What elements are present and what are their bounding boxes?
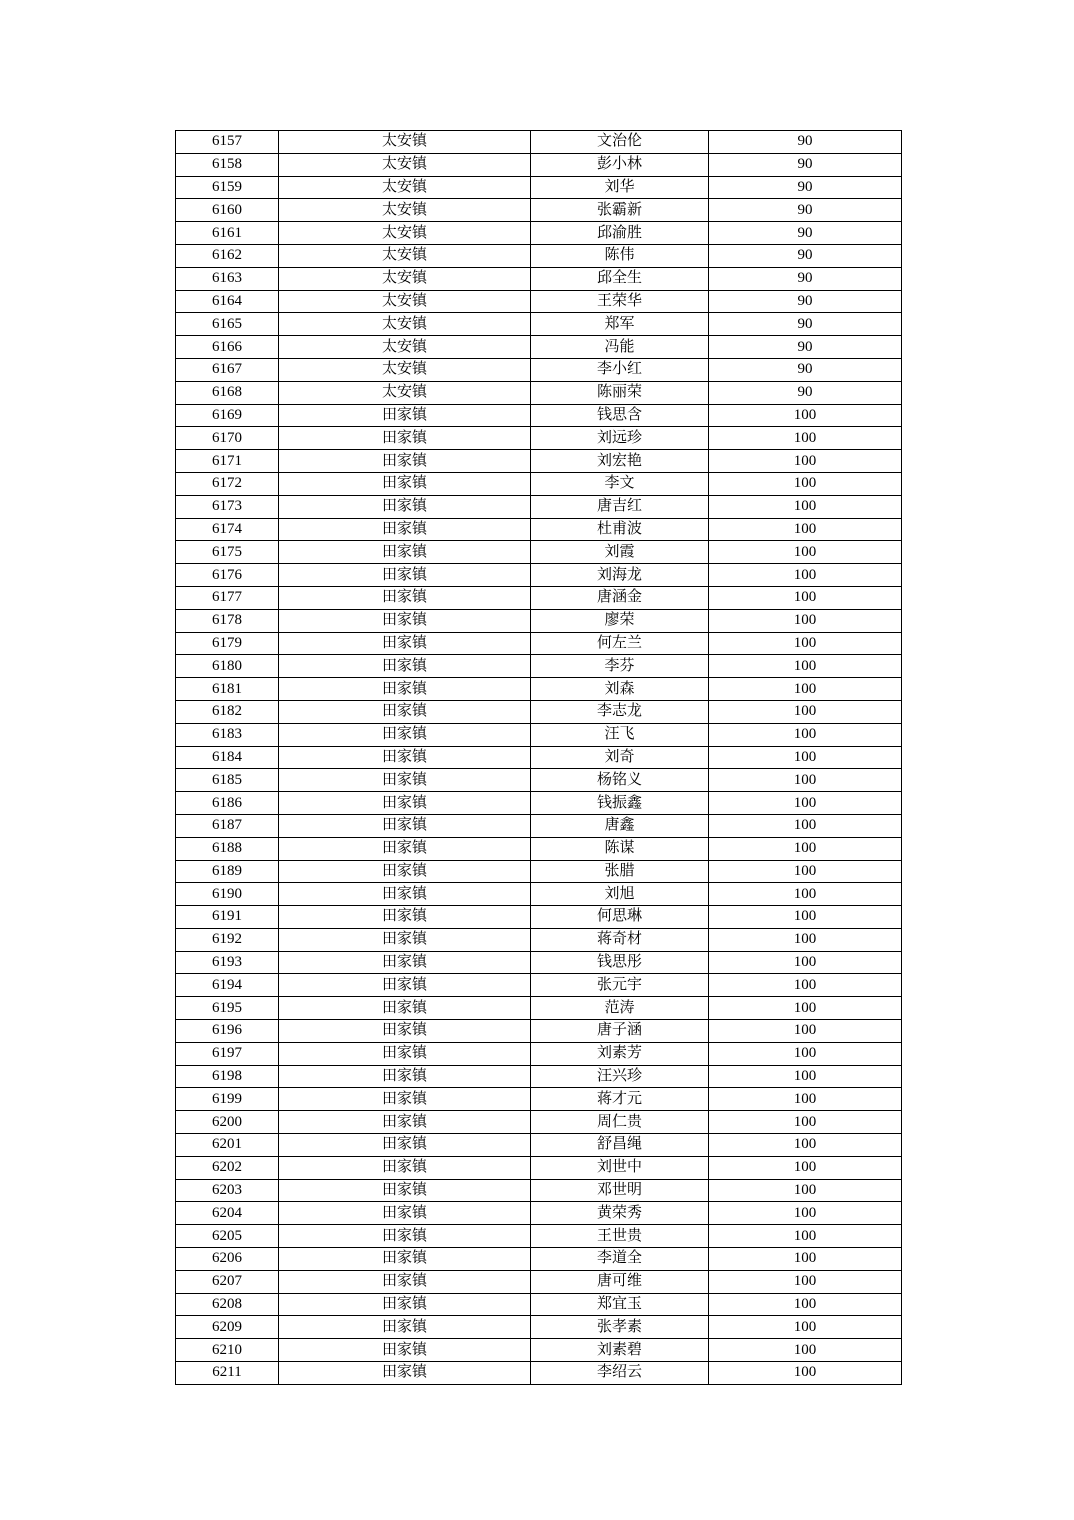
table-cell-id: 6204 — [176, 1202, 279, 1225]
table-row — [176, 700, 902, 723]
table-cell-id: 6211 — [176, 1362, 279, 1385]
table-cell-name: 郑宜玉 — [531, 1293, 709, 1316]
table-cell-score: 100 — [709, 1065, 902, 1088]
table-cell-town: 田家镇 — [279, 472, 531, 495]
table-row — [176, 131, 902, 154]
table-row — [176, 564, 902, 587]
table-cell-id: 6200 — [176, 1111, 279, 1134]
table-cell-name: 唐鑫 — [531, 814, 709, 837]
table-cell-name: 刘森 — [531, 678, 709, 701]
table-cell-town: 田家镇 — [279, 1339, 531, 1362]
roster-table-body — [176, 131, 902, 1385]
table-cell-score: 100 — [709, 860, 902, 883]
table-row — [176, 244, 902, 267]
table-cell-id: 6179 — [176, 632, 279, 655]
table-cell-score: 100 — [709, 723, 902, 746]
table-cell-name: 刘海龙 — [531, 564, 709, 587]
table-cell-town: 田家镇 — [279, 450, 531, 473]
table-row — [176, 1339, 902, 1362]
table-cell-id: 6164 — [176, 290, 279, 313]
table-cell-id: 6192 — [176, 928, 279, 951]
table-cell-town: 田家镇 — [279, 1020, 531, 1043]
table-cell-town: 田家镇 — [279, 997, 531, 1020]
table-cell-id: 6174 — [176, 518, 279, 541]
table-cell-score: 100 — [709, 1134, 902, 1157]
table-cell-score: 90 — [709, 313, 902, 336]
table-cell-id: 6201 — [176, 1134, 279, 1157]
table-cell-score: 90 — [709, 267, 902, 290]
table-cell-town: 太安镇 — [279, 381, 531, 404]
table-cell-score: 100 — [709, 906, 902, 929]
table-cell-name: 唐子涵 — [531, 1020, 709, 1043]
table-cell-score: 100 — [709, 541, 902, 564]
table-cell-name: 范涛 — [531, 997, 709, 1020]
table-cell-town: 田家镇 — [279, 1065, 531, 1088]
table-cell-id: 6178 — [176, 609, 279, 632]
table-cell-id: 6160 — [176, 199, 279, 222]
table-cell-name: 李小红 — [531, 358, 709, 381]
table-row — [176, 928, 902, 951]
table-cell-town: 田家镇 — [279, 1293, 531, 1316]
table-cell-name: 郑军 — [531, 313, 709, 336]
table-row — [176, 1020, 902, 1043]
table-cell-score: 90 — [709, 153, 902, 176]
table-cell-name: 李芬 — [531, 655, 709, 678]
table-cell-name: 王世贵 — [531, 1225, 709, 1248]
table-cell-score: 100 — [709, 769, 902, 792]
table-cell-score: 90 — [709, 336, 902, 359]
table-cell-town: 田家镇 — [279, 951, 531, 974]
table-cell-score: 100 — [709, 746, 902, 769]
table-row — [176, 1362, 902, 1385]
table-row — [176, 837, 902, 860]
table-cell-score: 100 — [709, 1248, 902, 1271]
table-cell-id: 6190 — [176, 883, 279, 906]
table-cell-town: 田家镇 — [279, 700, 531, 723]
table-row — [176, 997, 902, 1020]
table-cell-name: 李道全 — [531, 1248, 709, 1271]
table-cell-id: 6187 — [176, 814, 279, 837]
table-row — [176, 632, 902, 655]
table-cell-town: 田家镇 — [279, 974, 531, 997]
table-row — [176, 518, 902, 541]
table-cell-score: 90 — [709, 222, 902, 245]
table-row — [176, 792, 902, 815]
table-cell-score: 90 — [709, 199, 902, 222]
table-row — [176, 1225, 902, 1248]
table-row — [176, 1134, 902, 1157]
table-cell-town: 太安镇 — [279, 153, 531, 176]
table-row — [176, 746, 902, 769]
table-row — [176, 860, 902, 883]
table-cell-name: 文治伦 — [531, 131, 709, 154]
table-row — [176, 1316, 902, 1339]
table-cell-name: 钱思含 — [531, 404, 709, 427]
table-cell-town: 田家镇 — [279, 427, 531, 450]
table-cell-town: 田家镇 — [279, 1111, 531, 1134]
table-row — [176, 586, 902, 609]
table-cell-name: 汪飞 — [531, 723, 709, 746]
table-row — [176, 814, 902, 837]
table-cell-id: 6209 — [176, 1316, 279, 1339]
table-cell-name: 何左兰 — [531, 632, 709, 655]
table-cell-name: 刘旭 — [531, 883, 709, 906]
table-cell-id: 6170 — [176, 427, 279, 450]
table-cell-score: 100 — [709, 1339, 902, 1362]
table-cell-name: 冯能 — [531, 336, 709, 359]
table-cell-town: 太安镇 — [279, 313, 531, 336]
table-cell-town: 田家镇 — [279, 769, 531, 792]
table-row — [176, 1202, 902, 1225]
table-cell-id: 6184 — [176, 746, 279, 769]
table-cell-id: 6158 — [176, 153, 279, 176]
table-cell-town: 田家镇 — [279, 1179, 531, 1202]
table-row — [176, 1088, 902, 1111]
table-row — [176, 199, 902, 222]
table-cell-id: 6161 — [176, 222, 279, 245]
table-cell-town: 太安镇 — [279, 131, 531, 154]
table-cell-score: 100 — [709, 1156, 902, 1179]
table-cell-town: 田家镇 — [279, 814, 531, 837]
table-row — [176, 1179, 902, 1202]
table-cell-id: 6162 — [176, 244, 279, 267]
table-cell-score: 90 — [709, 176, 902, 199]
table-row — [176, 655, 902, 678]
table-cell-name: 刘素碧 — [531, 1339, 709, 1362]
table-cell-score: 100 — [709, 837, 902, 860]
table-cell-score: 90 — [709, 244, 902, 267]
table-cell-town: 太安镇 — [279, 222, 531, 245]
table-cell-town: 田家镇 — [279, 928, 531, 951]
table-cell-id: 6205 — [176, 1225, 279, 1248]
table-cell-id: 6191 — [176, 906, 279, 929]
table-row — [176, 1270, 902, 1293]
table-cell-name: 李绍云 — [531, 1362, 709, 1385]
table-cell-name: 刘素芳 — [531, 1042, 709, 1065]
table-cell-town: 田家镇 — [279, 678, 531, 701]
table-cell-name: 刘奇 — [531, 746, 709, 769]
table-row — [176, 495, 902, 518]
table-cell-town: 太安镇 — [279, 199, 531, 222]
table-cell-town: 太安镇 — [279, 358, 531, 381]
table-cell-name: 唐涵金 — [531, 586, 709, 609]
table-cell-name: 陈谋 — [531, 837, 709, 860]
table-cell-name: 刘宏艳 — [531, 450, 709, 473]
table-row — [176, 723, 902, 746]
table-cell-id: 6202 — [176, 1156, 279, 1179]
table-cell-town: 太安镇 — [279, 336, 531, 359]
table-cell-id: 6206 — [176, 1248, 279, 1271]
table-cell-id: 6188 — [176, 837, 279, 860]
table-cell-name: 陈丽荣 — [531, 381, 709, 404]
table-cell-town: 田家镇 — [279, 564, 531, 587]
table-cell-town: 田家镇 — [279, 792, 531, 815]
table-row — [176, 472, 902, 495]
table-cell-name: 周仁贵 — [531, 1111, 709, 1134]
table-row — [176, 358, 902, 381]
table-cell-score: 90 — [709, 131, 902, 154]
table-cell-score: 90 — [709, 381, 902, 404]
table-cell-town: 太安镇 — [279, 290, 531, 313]
table-cell-town: 太安镇 — [279, 176, 531, 199]
table-cell-score: 100 — [709, 951, 902, 974]
table-cell-id: 6163 — [176, 267, 279, 290]
table-cell-id: 6197 — [176, 1042, 279, 1065]
table-cell-name: 李文 — [531, 472, 709, 495]
table-cell-score: 100 — [709, 655, 902, 678]
table-cell-id: 6203 — [176, 1179, 279, 1202]
table-cell-town: 田家镇 — [279, 883, 531, 906]
table-row — [176, 609, 902, 632]
table-cell-id: 6171 — [176, 450, 279, 473]
table-cell-score: 100 — [709, 928, 902, 951]
table-cell-name: 刘霞 — [531, 541, 709, 564]
table-cell-score: 100 — [709, 700, 902, 723]
table-cell-score: 100 — [709, 883, 902, 906]
table-cell-town: 太安镇 — [279, 244, 531, 267]
table-cell-name: 何思琳 — [531, 906, 709, 929]
table-cell-score: 100 — [709, 1179, 902, 1202]
table-cell-name: 唐吉红 — [531, 495, 709, 518]
table-cell-score: 100 — [709, 1362, 902, 1385]
table-cell-score: 100 — [709, 1202, 902, 1225]
table-row — [176, 1111, 902, 1134]
table-cell-town: 田家镇 — [279, 746, 531, 769]
table-cell-name: 杨铭义 — [531, 769, 709, 792]
table-cell-score: 100 — [709, 404, 902, 427]
table-cell-town: 田家镇 — [279, 495, 531, 518]
table-row — [176, 769, 902, 792]
table-row — [176, 541, 902, 564]
table-cell-score: 100 — [709, 564, 902, 587]
table-cell-id: 6173 — [176, 495, 279, 518]
table-row — [176, 381, 902, 404]
table-cell-score: 100 — [709, 1111, 902, 1134]
table-cell-id: 6199 — [176, 1088, 279, 1111]
table-row — [176, 153, 902, 176]
table-row — [176, 1042, 902, 1065]
table-cell-town: 田家镇 — [279, 1362, 531, 1385]
table-cell-name: 黄荣秀 — [531, 1202, 709, 1225]
table-cell-name: 邱渝胜 — [531, 222, 709, 245]
table-cell-id: 6207 — [176, 1270, 279, 1293]
table-cell-name: 张腊 — [531, 860, 709, 883]
table-cell-id: 6185 — [176, 769, 279, 792]
table-cell-score: 90 — [709, 358, 902, 381]
table-row — [176, 1065, 902, 1088]
table-row — [176, 176, 902, 199]
table-row — [176, 883, 902, 906]
table-cell-name: 刘世中 — [531, 1156, 709, 1179]
table-cell-score: 100 — [709, 974, 902, 997]
table-cell-id: 6186 — [176, 792, 279, 815]
table-cell-name: 邱全生 — [531, 267, 709, 290]
table-cell-id: 6183 — [176, 723, 279, 746]
table-cell-score: 100 — [709, 997, 902, 1020]
table-cell-town: 田家镇 — [279, 518, 531, 541]
table-row — [176, 951, 902, 974]
table-cell-score: 100 — [709, 472, 902, 495]
table-cell-name: 蒋才元 — [531, 1088, 709, 1111]
table-cell-town: 田家镇 — [279, 1270, 531, 1293]
table-row — [176, 404, 902, 427]
table-cell-id: 6165 — [176, 313, 279, 336]
table-row — [176, 1248, 902, 1271]
table-row — [176, 906, 902, 929]
table-cell-town: 田家镇 — [279, 860, 531, 883]
table-cell-town: 太安镇 — [279, 267, 531, 290]
table-cell-town: 田家镇 — [279, 837, 531, 860]
table-cell-score: 100 — [709, 814, 902, 837]
table-cell-score: 100 — [709, 427, 902, 450]
table-cell-score: 100 — [709, 609, 902, 632]
table-cell-id: 6168 — [176, 381, 279, 404]
table-cell-score: 100 — [709, 1042, 902, 1065]
table-cell-name: 钱振鑫 — [531, 792, 709, 815]
table-cell-town: 田家镇 — [279, 586, 531, 609]
table-cell-town: 田家镇 — [279, 723, 531, 746]
table-cell-town: 田家镇 — [279, 1316, 531, 1339]
table-cell-id: 6180 — [176, 655, 279, 678]
table-cell-id: 6175 — [176, 541, 279, 564]
table-row — [176, 974, 902, 997]
table-cell-name: 舒昌绳 — [531, 1134, 709, 1157]
table-cell-id: 6193 — [176, 951, 279, 974]
table-cell-id: 6208 — [176, 1293, 279, 1316]
table-cell-id: 6159 — [176, 176, 279, 199]
table-cell-id: 6169 — [176, 404, 279, 427]
table-row — [176, 336, 902, 359]
table-cell-id: 6198 — [176, 1065, 279, 1088]
table-cell-name: 刘远珍 — [531, 427, 709, 450]
table-cell-town: 田家镇 — [279, 404, 531, 427]
table-cell-id: 6157 — [176, 131, 279, 154]
table-cell-id: 6210 — [176, 1339, 279, 1362]
table-cell-name: 张元宇 — [531, 974, 709, 997]
table-cell-id: 6195 — [176, 997, 279, 1020]
table-cell-name: 王荣华 — [531, 290, 709, 313]
table-cell-town: 田家镇 — [279, 609, 531, 632]
table-cell-name: 汪兴珍 — [531, 1065, 709, 1088]
table-cell-town: 田家镇 — [279, 655, 531, 678]
table-cell-town: 田家镇 — [279, 906, 531, 929]
roster-table — [175, 130, 902, 1385]
table-row — [176, 313, 902, 336]
table-cell-name: 邓世明 — [531, 1179, 709, 1202]
table-cell-score: 100 — [709, 1088, 902, 1111]
table-cell-id: 6176 — [176, 564, 279, 587]
table-cell-name: 唐可维 — [531, 1270, 709, 1293]
table-row — [176, 427, 902, 450]
table-cell-town: 田家镇 — [279, 1202, 531, 1225]
table-cell-id: 6177 — [176, 586, 279, 609]
table-cell-score: 100 — [709, 792, 902, 815]
table-cell-id: 6182 — [176, 700, 279, 723]
table-cell-id: 6167 — [176, 358, 279, 381]
table-cell-name: 钱思彤 — [531, 951, 709, 974]
table-cell-name: 蒋奇材 — [531, 928, 709, 951]
table-row — [176, 222, 902, 245]
table-cell-id: 6166 — [176, 336, 279, 359]
table-cell-score: 100 — [709, 1270, 902, 1293]
table-cell-score: 90 — [709, 290, 902, 313]
table-cell-town: 田家镇 — [279, 1225, 531, 1248]
table-cell-town: 田家镇 — [279, 632, 531, 655]
table-cell-score: 100 — [709, 1020, 902, 1043]
table-cell-town: 田家镇 — [279, 1088, 531, 1111]
table-row — [176, 450, 902, 473]
table-cell-id: 6196 — [176, 1020, 279, 1043]
table-row — [176, 1293, 902, 1316]
table-cell-score: 100 — [709, 678, 902, 701]
table-cell-score: 100 — [709, 450, 902, 473]
table-row — [176, 290, 902, 313]
table-cell-score: 100 — [709, 518, 902, 541]
table-cell-name: 张霸新 — [531, 199, 709, 222]
table-cell-town: 田家镇 — [279, 541, 531, 564]
table-cell-score: 100 — [709, 1293, 902, 1316]
table-cell-town: 田家镇 — [279, 1156, 531, 1179]
table-cell-town: 田家镇 — [279, 1248, 531, 1271]
table-cell-score: 100 — [709, 586, 902, 609]
table-cell-name: 彭小林 — [531, 153, 709, 176]
table-cell-name: 廖荣 — [531, 609, 709, 632]
table-cell-name: 陈伟 — [531, 244, 709, 267]
table-cell-name: 李志龙 — [531, 700, 709, 723]
table-cell-town: 田家镇 — [279, 1134, 531, 1157]
table-cell-name: 张孝素 — [531, 1316, 709, 1339]
table-cell-id: 6172 — [176, 472, 279, 495]
table-cell-score: 100 — [709, 1225, 902, 1248]
table-row — [176, 1156, 902, 1179]
table-cell-id: 6194 — [176, 974, 279, 997]
table-cell-score: 100 — [709, 632, 902, 655]
table-cell-score: 100 — [709, 1316, 902, 1339]
table-row — [176, 267, 902, 290]
table-cell-id: 6181 — [176, 678, 279, 701]
table-cell-town: 田家镇 — [279, 1042, 531, 1065]
table-cell-name: 杜甫波 — [531, 518, 709, 541]
table-cell-id: 6189 — [176, 860, 279, 883]
table-row — [176, 678, 902, 701]
table-cell-score: 100 — [709, 495, 902, 518]
table-cell-name: 刘华 — [531, 176, 709, 199]
